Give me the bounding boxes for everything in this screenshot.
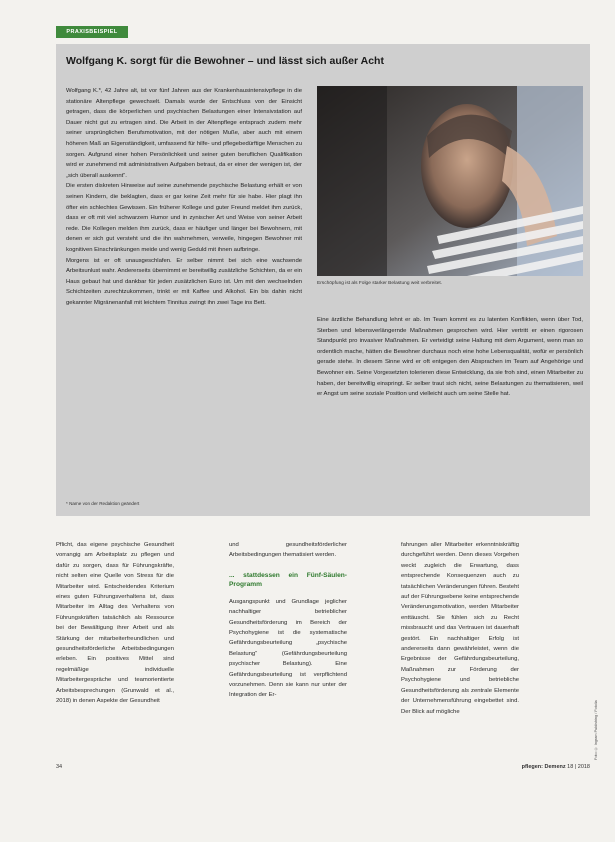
box-left-column bbox=[66, 86, 302, 494]
section-tag: PRAXISBEISPIEL bbox=[56, 26, 128, 38]
box-photo bbox=[317, 86, 583, 276]
magazine-name: pflegen: Demenz bbox=[521, 764, 566, 770]
box-paragraph: Eine ärztliche Behandlung lehnt er ab. Im Team kommt es zu latenten Konflikten, wenn über Tod, Sterben und lebensverlängernde Maßnahmen gesprochen wird. Hier vertritt er einen rigorosen Standpunkt pro invasiver Maßnahmen. Er verteidigt seine Haltung mit dem Argument, wenn man so ordentlich mache, hätten die Bewohner durchaus noch eine hohe Lebensqualität, wofür er persönlich gerade stehe. In diesem Sinne wird er oft entgegen den Absprachen im Team auf Angehörige und Bewohner ein. Seine Vorgesetzten tolerieren diese Entwicklung, da sie froh sind, einen Mitarbeiter zu haben, der bereitwillig einspringt. Er selber traut sich nicht, seine Belastungen zu thematisieren, weil er Angst um seine soziale Position und vielleicht auch um seine Stelle hat. bbox=[317, 317, 583, 398]
photo-caption: Erschöpfung ist als Folge starker Belastung weit verbreitet. bbox=[317, 281, 443, 286]
box-paragraph: Morgens ist er oft unausgeschlafen. Er selber nimmt bei sich eine wachsende Arbeitsunlust wahr. Andererseits übernimmt er bereitwillig zusätzliche Schichten, da er ein Haus gebaut hat und dankbar für jeden zusätzlichen Euro ist. Um mit den wechselnden Schichtzeiten zurechtzukommen, trinkt er mit Kaffee und Alkohol. Ein bis dahin nicht gekannter Migränenanfall mit leichtem Tinnitus zwingt ihn zwei Tage ins Bett. bbox=[66, 257, 302, 306]
box-paragraph: Die ersten diskreten Hinweise auf seine zunehmende psychische Belastung erhält er von seinen Kindern, die beklagten, dass er gar keine Zeit mehr für sie habe. Hier plagt ihn öfter ein schlechtes Gewissen. Ein früherer Kollege und guter Freund meldet ihm zurück, dass er oft mit viel schwarzem Humor und in zynischer Art und Weise von seiner Arbeit rede. Die Kollegen melden ihm zurück, dass er häufiger und länger bei Bewohnern, mit denen er sich gut versteht und die ihn wahrnehmen, verweile, hingegen Bewohner mit kognitiven Einschränkungen meide und wenig Geduld mit ihnen aufbringe. bbox=[66, 183, 302, 253]
box-paragraph: Wolfgang K.*, 42 Jahre alt, ist vor fünf Jahren aus der Krankenhausintensivpflege in die stationäre Altenpflege gewechselt. Damals wurde der Entschluss von der Einsicht getragen, dass die körperlichen und psychischen Belastungen einer Intensivstation auf Dauer nicht gut zu ertragen sind. Die Arbeit in der Altenpflege entsprach zudem mehr seiner ursprünglichen Berufsmotivation, mit der nötigen Muße, aber auch mit einem höheren Maß an Eigenständigkeit, umfassend für hilfe- und pflegebedürftige Menschen zu sorgen. Aufgrund einer hohen Persönlichkeit und seiner guten beruflichen Qualifikation wird er zunehmend mit administrativen Aufgaben betraut, da er einer der wenigen ist, der „sich überall auskennt“. bbox=[66, 88, 302, 179]
body-column-3 bbox=[401, 540, 519, 760]
photo-credit: Foto: © Ingram Publishing / Fotolia bbox=[594, 700, 598, 760]
section-subheading: ... stattdessen ein Fünf-Säulen-Programm bbox=[229, 571, 347, 588]
magazine-footer bbox=[480, 764, 590, 770]
box-footnote: * Name von der Redaktion geändert bbox=[66, 501, 140, 506]
issue-number: 18 | 2018 bbox=[567, 764, 590, 770]
body-text: und gesundheitsförderlicher Arbeitsbedingungen thematisiert werden. bbox=[229, 542, 347, 559]
body-text: Ausgangspunkt und Grundlage jeglicher nachhaltiger betrieblicher Gesundheitsförderung im Bereich der Psychohygiene ist die systematische Gefährdungsbeurteilung „psychische Belastung“ (Gefährdungsbeurteilung psychischer Belastung). Eine Gefährdungsbeurteilung ist verpflichtend vorzunehmen. Denn sie kann nur unter der Integration der Er- bbox=[229, 598, 347, 699]
body-text: fahrungen aller Mitarbeiter erkenntniskräftig durchgeführt werden. Denn dieses Vorgehen weckt zugleich die Erwartung, dass entsprechende Konsequenzen auch zu tatsächlichen Veränderungen führen. Besteht auf der Führungsebene keine entsprechende Veränderungsmotivation, werden Mitarbeiter enttäuscht. Sie fühlen sich zu Recht missbraucht und das Vertrauen ist dauerhaft gestört. Ein nachhaltiger Erfolg ist andererseits dann gewährleistet, wenn die Ergebnisse der Gefährdungsbeurteilung, Maßnahmen zur Förderung der Psychohygiene und betriebliche Gesundheitsförderung als zentrale Elemente der Unternehmensführung eingebettet sind. Der Blick auf mögliche bbox=[401, 542, 519, 715]
body-text: Pflicht, das eigene psychische Gesundheit vorrangig am Arbeitsplatz zu pflegen und dafür zu sorgen, dass für Führungskräfte, nicht selten eine Quelle von Stress für die Mitarbeiter wird. Entscheidendes Kriterium eines guten Führungsverhaltens ist, dass Mitarbeiter im Alltag des Verhaltens von Führungskräften tatsächlich als Ressource bei der Bewältigung ihrer Arbeit und als Stärkung der mitarbeiterfreundlichen und gesundheitsförderliche Arbeitsbedingungen erleben. Ein positives Mittel sind regelmäßige individuelle Mitarbeitergespräche und teamorientierte Arbeitsbesprechungen (Grunwald et al., 2018) in denen Aspekte der Gesundheit bbox=[56, 542, 174, 705]
body-column-2 bbox=[229, 540, 347, 760]
box-headline: Wolfgang K. sorgt für die Bewohner – und lässt sich außer Acht bbox=[66, 55, 384, 67]
body-column-1 bbox=[56, 540, 174, 760]
page-number: 34 bbox=[56, 764, 63, 770]
box-right-column bbox=[317, 315, 583, 495]
